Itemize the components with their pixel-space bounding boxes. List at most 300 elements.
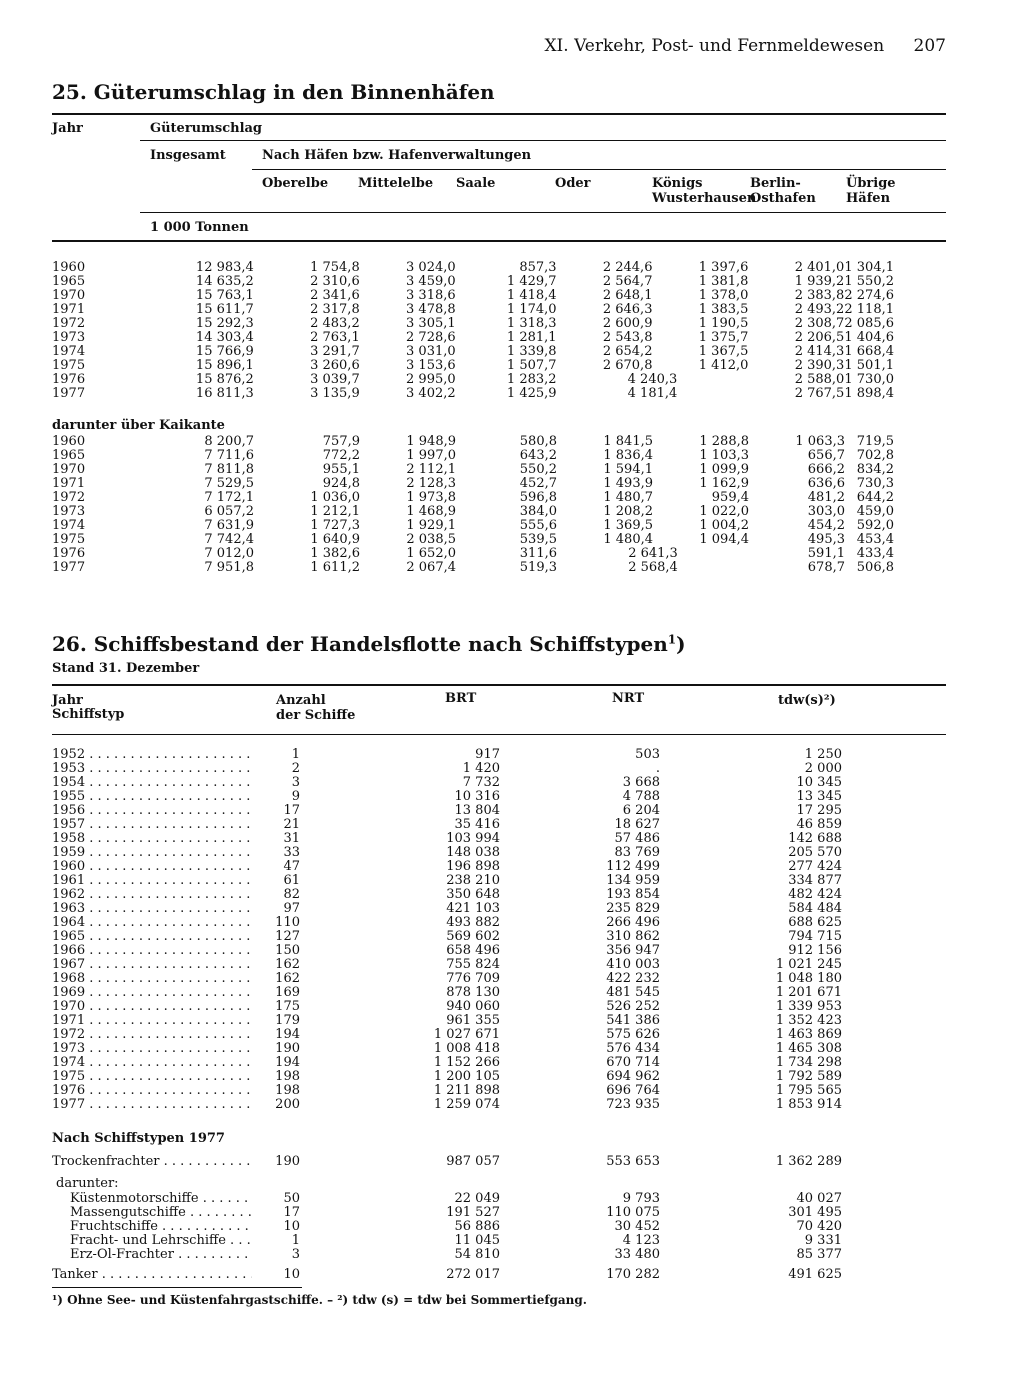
table-cell: 82 xyxy=(283,887,300,902)
table-cell: 917 xyxy=(475,747,500,762)
table-cell: 16 811,3 xyxy=(195,386,254,401)
table-cell: 1 727,3 xyxy=(310,518,360,533)
table-row xyxy=(52,289,894,303)
table-cell: 2 085,6 xyxy=(844,316,894,331)
table25-title: 25. Güterumschlag in den Binnenhäfen xyxy=(52,80,495,104)
row-label: 1974 . . . xyxy=(52,1056,260,1070)
table-cell: 1 283,2 xyxy=(506,372,557,387)
table-cell: 1 304,1 xyxy=(844,260,894,275)
table-cell: 636,6 xyxy=(807,476,845,491)
sub-label-kaikante: darunter über Kaikante xyxy=(52,418,225,433)
table-cell: 2 383,8 xyxy=(794,288,845,303)
table-cell: 7 012,0 xyxy=(204,546,254,561)
table-cell: 15 896,1 xyxy=(195,358,254,373)
rule xyxy=(52,113,946,115)
table-cell: 238 210 xyxy=(446,873,500,888)
table-cell: 21 xyxy=(283,817,300,832)
table-cell: 772,2 xyxy=(322,448,360,463)
table-cell: 15 876,2 xyxy=(195,372,254,387)
table-cell: 1 004,2 xyxy=(699,518,749,533)
table-cell: 14 635,2 xyxy=(195,274,254,289)
table26-subtitle: Stand 31. Dezember xyxy=(52,661,200,676)
table-cell: 170 282 xyxy=(606,1267,660,1282)
row-label: Fracht- und Lehrschiffe . . . xyxy=(52,1234,260,1248)
table-cell: 110 xyxy=(275,915,300,930)
header-nrt: NRT xyxy=(612,691,645,706)
table-cell: 1 412,0 xyxy=(698,358,749,373)
table-cell: 1 259 074 xyxy=(433,1097,500,1112)
table-cell: 592,0 xyxy=(856,518,894,533)
table-cell: 4 240,3 xyxy=(627,372,678,387)
table-cell: 1 063,3 xyxy=(795,434,845,449)
table-cell: 17 xyxy=(283,803,300,818)
table-cell: 454,2 xyxy=(807,518,845,533)
table-cell: 1 594,1 xyxy=(603,462,653,477)
table-cell: 1 208,2 xyxy=(603,504,653,519)
table-cell: 1 375,7 xyxy=(698,330,749,345)
table-row xyxy=(52,547,894,561)
table-cell: 6 057,2 xyxy=(204,504,254,519)
table-cell: 482 424 xyxy=(788,887,842,902)
table-cell: 134 959 xyxy=(606,873,660,888)
page-number: 207 xyxy=(913,36,946,56)
table-cell: 678,7 xyxy=(807,560,845,575)
rule xyxy=(52,240,946,242)
table-cell: 10 316 xyxy=(454,789,500,804)
table-cell: 755 824 xyxy=(446,957,500,972)
rule xyxy=(140,140,946,141)
table-cell: 591,1 xyxy=(807,546,845,561)
table-cell: 1 397,6 xyxy=(698,260,749,275)
table-cell: 776 709 xyxy=(446,971,500,986)
table-cell: 834,2 xyxy=(856,462,894,477)
table-row xyxy=(52,860,842,874)
table-cell: 10 xyxy=(283,1267,300,1282)
table-cell: 1 754,8 xyxy=(310,260,360,275)
table-row xyxy=(52,776,842,790)
table-cell: 3 135,9 xyxy=(310,386,360,401)
table-cell: 794 715 xyxy=(788,929,842,944)
table-cell: 519,3 xyxy=(519,560,557,575)
table-cell: 15 292,3 xyxy=(195,316,254,331)
row-label: 1956 . . . xyxy=(52,804,260,818)
row-label: Küstenmotorschiffe . . . xyxy=(52,1192,260,1206)
row-label: 1963 . . . xyxy=(52,902,260,916)
row-label: 1969 . . . xyxy=(52,986,260,1000)
table-cell: 1 162,9 xyxy=(699,476,749,491)
row-label: Massengutschiffe . . . xyxy=(52,1206,260,1220)
table-cell: 1 404,6 xyxy=(844,330,894,345)
table-cell: 54 810 xyxy=(454,1247,500,1262)
table-cell: 452,7 xyxy=(519,476,557,491)
row-label: 1976 . . . xyxy=(52,1084,260,1098)
table-cell: 857,3 xyxy=(519,260,557,275)
row-label: Tanker . . . xyxy=(52,1268,260,1282)
table-cell: 1 367,5 xyxy=(698,344,749,359)
table-cell: 550,2 xyxy=(519,462,557,477)
table-cell: 198 xyxy=(275,1069,300,1084)
table-cell: 2 067,4 xyxy=(406,560,456,575)
row-year: 1974 xyxy=(52,518,86,533)
row-label: 1966 . . . xyxy=(52,944,260,958)
row-label: 1967 . . . xyxy=(52,958,260,972)
row-year: 1977 xyxy=(52,386,86,401)
table-cell: 1 898,4 xyxy=(844,386,894,401)
table-cell: 526 252 xyxy=(606,999,660,1014)
table-cell: 2 341,6 xyxy=(310,288,360,303)
table-row xyxy=(52,986,842,1000)
table-cell: 481 545 xyxy=(606,985,660,1000)
table-cell: 491 625 xyxy=(788,1267,842,1282)
table-cell: 3 xyxy=(291,1247,300,1262)
row-year: 1975 xyxy=(52,532,86,547)
table-cell: 1 212,1 xyxy=(310,504,360,519)
table-cell: 334 877 xyxy=(788,873,842,888)
table-cell: 1 425,9 xyxy=(506,386,557,401)
table-cell: 12 983,4 xyxy=(195,260,254,275)
table-cell: 47 xyxy=(283,859,300,874)
table-cell: 1 841,5 xyxy=(603,434,653,449)
header-tdw: tdw(s)²) xyxy=(778,693,836,708)
table-cell: 959,4 xyxy=(711,490,749,505)
table-cell: 3 031,0 xyxy=(406,344,456,359)
table-cell: 70 420 xyxy=(796,1219,842,1234)
header-brt: BRT xyxy=(445,691,477,706)
table-row xyxy=(52,1028,842,1042)
table-cell: 198 xyxy=(275,1083,300,1098)
table-cell: 2 274,6 xyxy=(844,288,894,303)
row-label: 1953 . . . xyxy=(52,762,260,776)
table-cell: 2 641,3 xyxy=(628,546,678,561)
table-row xyxy=(52,1234,842,1248)
table-row xyxy=(52,748,842,762)
table-cell: 481,2 xyxy=(807,490,845,505)
table-cell: 8 200,7 xyxy=(204,434,254,449)
table-cell: 955,1 xyxy=(322,462,360,477)
table-row xyxy=(52,1098,842,1112)
table-cell: 14 303,4 xyxy=(195,330,254,345)
table-cell: 1 103,3 xyxy=(699,448,749,463)
column-header: Berlin- Osthafen xyxy=(750,176,816,206)
row-label: 1964 . . . xyxy=(52,916,260,930)
header-nach-haefen: Nach Häfen bzw. Hafenverwaltungen xyxy=(262,148,532,163)
row-label: 1961 . . . xyxy=(52,874,260,888)
row-label: 1975 . . . xyxy=(52,1070,260,1084)
table-row xyxy=(52,1268,842,1282)
table-cell: 1 190,5 xyxy=(698,316,749,331)
table26-title: 26. Schiffsbestand der Handelsflotte nach Schiffstypen$^1$) xyxy=(52,632,686,656)
table-cell: 110 075 xyxy=(606,1205,660,1220)
table-cell: 1 xyxy=(291,1233,300,1248)
table-cell: 175 xyxy=(275,999,300,1014)
table-row xyxy=(52,1084,842,1098)
table-cell: 580,8 xyxy=(519,434,557,449)
row-label: Trockenfrachter . . . xyxy=(52,1155,260,1169)
table-cell: 18 627 xyxy=(614,817,660,832)
table-cell: 696 764 xyxy=(606,1083,660,1098)
table-cell: 1 463 869 xyxy=(775,1027,842,1042)
table-cell: 3 668 xyxy=(622,775,660,790)
table-row xyxy=(52,972,842,986)
table-cell: 17 295 xyxy=(796,803,842,818)
table-cell: 503 xyxy=(635,747,660,762)
table-row xyxy=(52,387,894,401)
table-cell: 193 854 xyxy=(606,887,660,902)
table-cell: 22 049 xyxy=(454,1191,500,1206)
table-cell: 723 935 xyxy=(606,1097,660,1112)
table-cell: 1 383,5 xyxy=(698,302,749,317)
table-cell: 1 997,0 xyxy=(406,448,456,463)
table-cell: 7 529,5 xyxy=(204,476,254,491)
table-cell: 191 527 xyxy=(446,1205,500,1220)
table-cell: 3 039,7 xyxy=(310,372,360,387)
table-cell: 643,2 xyxy=(519,448,557,463)
table-cell: 656,7 xyxy=(807,448,845,463)
table-cell: 1 288,8 xyxy=(699,434,749,449)
table-cell: 56 886 xyxy=(454,1219,500,1234)
table-cell: 13 345 xyxy=(796,789,842,804)
header-schiffstyp: Schiffstyp xyxy=(52,707,125,722)
table-cell: 1 382,6 xyxy=(310,546,360,561)
table-cell: 384,0 xyxy=(519,504,557,519)
table-cell: 878 130 xyxy=(446,985,500,1000)
header-gueterumschlag: Güterumschlag xyxy=(150,121,263,136)
table-cell: 1 652,0 xyxy=(406,546,456,561)
table-cell: 148 038 xyxy=(446,845,500,860)
table-cell: 924,8 xyxy=(322,476,360,491)
row-year: 1970 xyxy=(52,462,86,477)
table-row xyxy=(52,874,842,888)
table-cell: 17 xyxy=(283,1205,300,1220)
table-row xyxy=(52,790,842,804)
table-row xyxy=(52,804,842,818)
table-cell: 103 994 xyxy=(446,831,500,846)
table-cell: 272 017 xyxy=(446,1267,500,1282)
row-year: 1965 xyxy=(52,274,86,289)
table-cell: 1 152 266 xyxy=(433,1055,500,1070)
table-cell: 11 045 xyxy=(454,1233,500,1248)
table-row xyxy=(52,888,842,902)
table-cell: 350 648 xyxy=(446,887,500,902)
table26-trockenfrachter xyxy=(52,1155,842,1169)
table-cell: 569 602 xyxy=(446,929,500,944)
table-cell: 7 631,9 xyxy=(204,518,254,533)
table-cell: 666,2 xyxy=(807,462,845,477)
table-cell: 162 xyxy=(275,957,300,972)
table-cell: 196 898 xyxy=(446,859,500,874)
table26-subtypes xyxy=(52,1192,842,1262)
row-year: 1960 xyxy=(52,260,86,275)
row-year: 1971 xyxy=(52,476,86,491)
table-cell: 127 xyxy=(275,929,300,944)
footnote: ¹) Ohne See- und Küstenfahrgastschiffe. – ²) tdw (s) = tdw bei Sommertiefgang. xyxy=(52,1293,587,1307)
table-cell: 3 318,6 xyxy=(406,288,456,303)
table-row xyxy=(52,275,894,289)
table-cell: 1 730,0 xyxy=(844,372,894,387)
table-cell: 1 362 289 xyxy=(775,1154,842,1169)
row-year: 1974 xyxy=(52,344,86,359)
table-cell: 2 648,1 xyxy=(602,288,653,303)
table-cell: 658 496 xyxy=(446,943,500,958)
table-row xyxy=(52,491,894,505)
table-cell: 6 204 xyxy=(622,803,660,818)
table-row xyxy=(52,317,894,331)
table-row xyxy=(52,373,894,387)
table-cell: 2 308,7 xyxy=(794,316,845,331)
table-cell: 3 xyxy=(291,775,300,790)
table-cell: 277 424 xyxy=(788,859,842,874)
row-label: 1957 . . . xyxy=(52,818,260,832)
table-row xyxy=(52,818,842,832)
table-cell: 1 352 423 xyxy=(775,1013,842,1028)
table25-main-body xyxy=(52,261,894,401)
table-cell: 15 766,9 xyxy=(195,344,254,359)
table-cell: 1 036,0 xyxy=(310,490,360,505)
table-cell: 1 418,4 xyxy=(506,288,557,303)
table-cell: 1 381,8 xyxy=(698,274,749,289)
table-cell: 1 048 180 xyxy=(775,971,842,986)
table-cell: 10 xyxy=(283,1219,300,1234)
table-cell: 1 211 898 xyxy=(433,1083,500,1098)
row-year: 1973 xyxy=(52,504,86,519)
table-cell: 301 495 xyxy=(788,1205,842,1220)
table-cell: 422 232 xyxy=(606,971,660,986)
table-cell: 2 206,5 xyxy=(794,330,845,345)
table-cell: 2 646,3 xyxy=(602,302,653,317)
page-header xyxy=(544,36,946,56)
table-cell: 1 836,4 xyxy=(603,448,653,463)
table-cell: 310 862 xyxy=(606,929,660,944)
table-cell: 1 640,9 xyxy=(310,532,360,547)
table-cell: 1 339,8 xyxy=(506,344,557,359)
table-cell: 1 008 418 xyxy=(433,1041,500,1056)
table-cell: 644,2 xyxy=(856,490,894,505)
table-cell: 1 099,9 xyxy=(699,462,749,477)
rule xyxy=(252,169,946,170)
table-cell: 7 711,6 xyxy=(204,448,254,463)
table-cell: 57 486 xyxy=(614,831,660,846)
table-cell: 961 355 xyxy=(446,1013,500,1028)
table-row xyxy=(52,477,894,491)
table-cell: 410 003 xyxy=(606,957,660,972)
table-row xyxy=(52,1206,842,1220)
table-cell: 3 459,0 xyxy=(406,274,456,289)
table-cell: 1 973,8 xyxy=(406,490,456,505)
table-cell: 1 429,7 xyxy=(506,274,557,289)
row-label: 1962 . . . xyxy=(52,888,260,902)
table-cell: 575 626 xyxy=(606,1027,660,1042)
table-cell: 3 305,1 xyxy=(406,316,456,331)
table-cell: 1 200 105 xyxy=(433,1069,500,1084)
table-cell: 205 570 xyxy=(788,845,842,860)
row-year: 1972 xyxy=(52,316,86,331)
table-cell: 2 493,2 xyxy=(794,302,845,317)
table-row xyxy=(52,331,894,345)
table-row xyxy=(52,463,894,477)
table-row xyxy=(52,505,894,519)
table-cell: 2 414,3 xyxy=(794,344,845,359)
row-label: 1973 . . . xyxy=(52,1042,260,1056)
row-year: 1960 xyxy=(52,434,86,449)
table-cell: 194 xyxy=(275,1027,300,1042)
rule xyxy=(140,212,946,213)
table-cell: 1 201 671 xyxy=(775,985,842,1000)
table-cell: 142 688 xyxy=(788,831,842,846)
table-row xyxy=(52,533,894,547)
rule xyxy=(52,684,946,686)
table-cell: 1 339 953 xyxy=(775,999,842,1014)
table-cell: 2 128,3 xyxy=(406,476,456,491)
row-label: 1972 . . . xyxy=(52,1028,260,1042)
table-cell: 7 742,4 xyxy=(204,532,254,547)
table-row xyxy=(52,1000,842,1014)
table-row xyxy=(52,435,894,449)
table25-kaikante-body xyxy=(52,435,894,575)
table-cell: 15 611,7 xyxy=(195,302,254,317)
table-cell: 1 948,9 xyxy=(406,434,456,449)
row-year: 1970 xyxy=(52,288,86,303)
table-cell: 179 xyxy=(275,1013,300,1028)
table-cell: 912 156 xyxy=(788,943,842,958)
table-cell: 2 483,2 xyxy=(310,316,360,331)
row-year: 1972 xyxy=(52,490,86,505)
table-row xyxy=(52,944,842,958)
column-header: Oder xyxy=(555,176,591,191)
row-label: 1977 . . . xyxy=(52,1098,260,1112)
table-cell: 1 929,1 xyxy=(406,518,456,533)
table-cell: 1 480,7 xyxy=(603,490,653,505)
table-cell: 112 499 xyxy=(606,859,660,874)
table-cell: 2 763,1 xyxy=(310,330,360,345)
table-row xyxy=(52,1220,842,1234)
row-label: 1958 . . . xyxy=(52,832,260,846)
table-cell: 85 377 xyxy=(796,1247,842,1262)
table-cell: 9 xyxy=(291,789,300,804)
table-cell: 453,4 xyxy=(856,532,894,547)
table-cell: 3 024,0 xyxy=(406,260,456,275)
table-cell: 7 951,8 xyxy=(204,560,254,575)
table-row xyxy=(52,1192,842,1206)
table-cell: 1 465 308 xyxy=(775,1041,842,1056)
unit-label: 1 000 Tonnen xyxy=(150,220,249,235)
table-cell: 33 480 xyxy=(614,1247,660,1262)
table-cell: 200 xyxy=(275,1097,300,1112)
table-cell: 670 714 xyxy=(606,1055,660,1070)
table-row xyxy=(52,261,894,275)
table-cell: 235 829 xyxy=(606,901,660,916)
table-cell: 688 625 xyxy=(788,915,842,930)
table-cell: 2 564,7 xyxy=(602,274,653,289)
table-row xyxy=(52,832,842,846)
table-cell: 940 060 xyxy=(446,999,500,1014)
row-label: 1965 . . . xyxy=(52,930,260,944)
row-label: 1955 . . . xyxy=(52,790,260,804)
table-cell: 433,4 xyxy=(856,546,894,561)
table-row xyxy=(52,762,842,776)
table-cell: 7 732 xyxy=(462,775,500,790)
row-year: 1971 xyxy=(52,302,86,317)
table-cell: 506,8 xyxy=(856,560,894,575)
table-cell: 190 xyxy=(275,1154,300,1169)
section-title: XI. Verkehr, Post- und Fernmeldewesen xyxy=(544,36,885,56)
table-cell: 421 103 xyxy=(446,901,500,916)
row-label: 1971 . . . xyxy=(52,1014,260,1028)
table-cell: 7 172,1 xyxy=(204,490,254,505)
table-cell: 1 501,1 xyxy=(844,358,894,373)
table-cell: 2 568,4 xyxy=(628,560,678,575)
table-cell: 15 763,1 xyxy=(195,288,254,303)
table-cell: 1 094,4 xyxy=(699,532,749,547)
